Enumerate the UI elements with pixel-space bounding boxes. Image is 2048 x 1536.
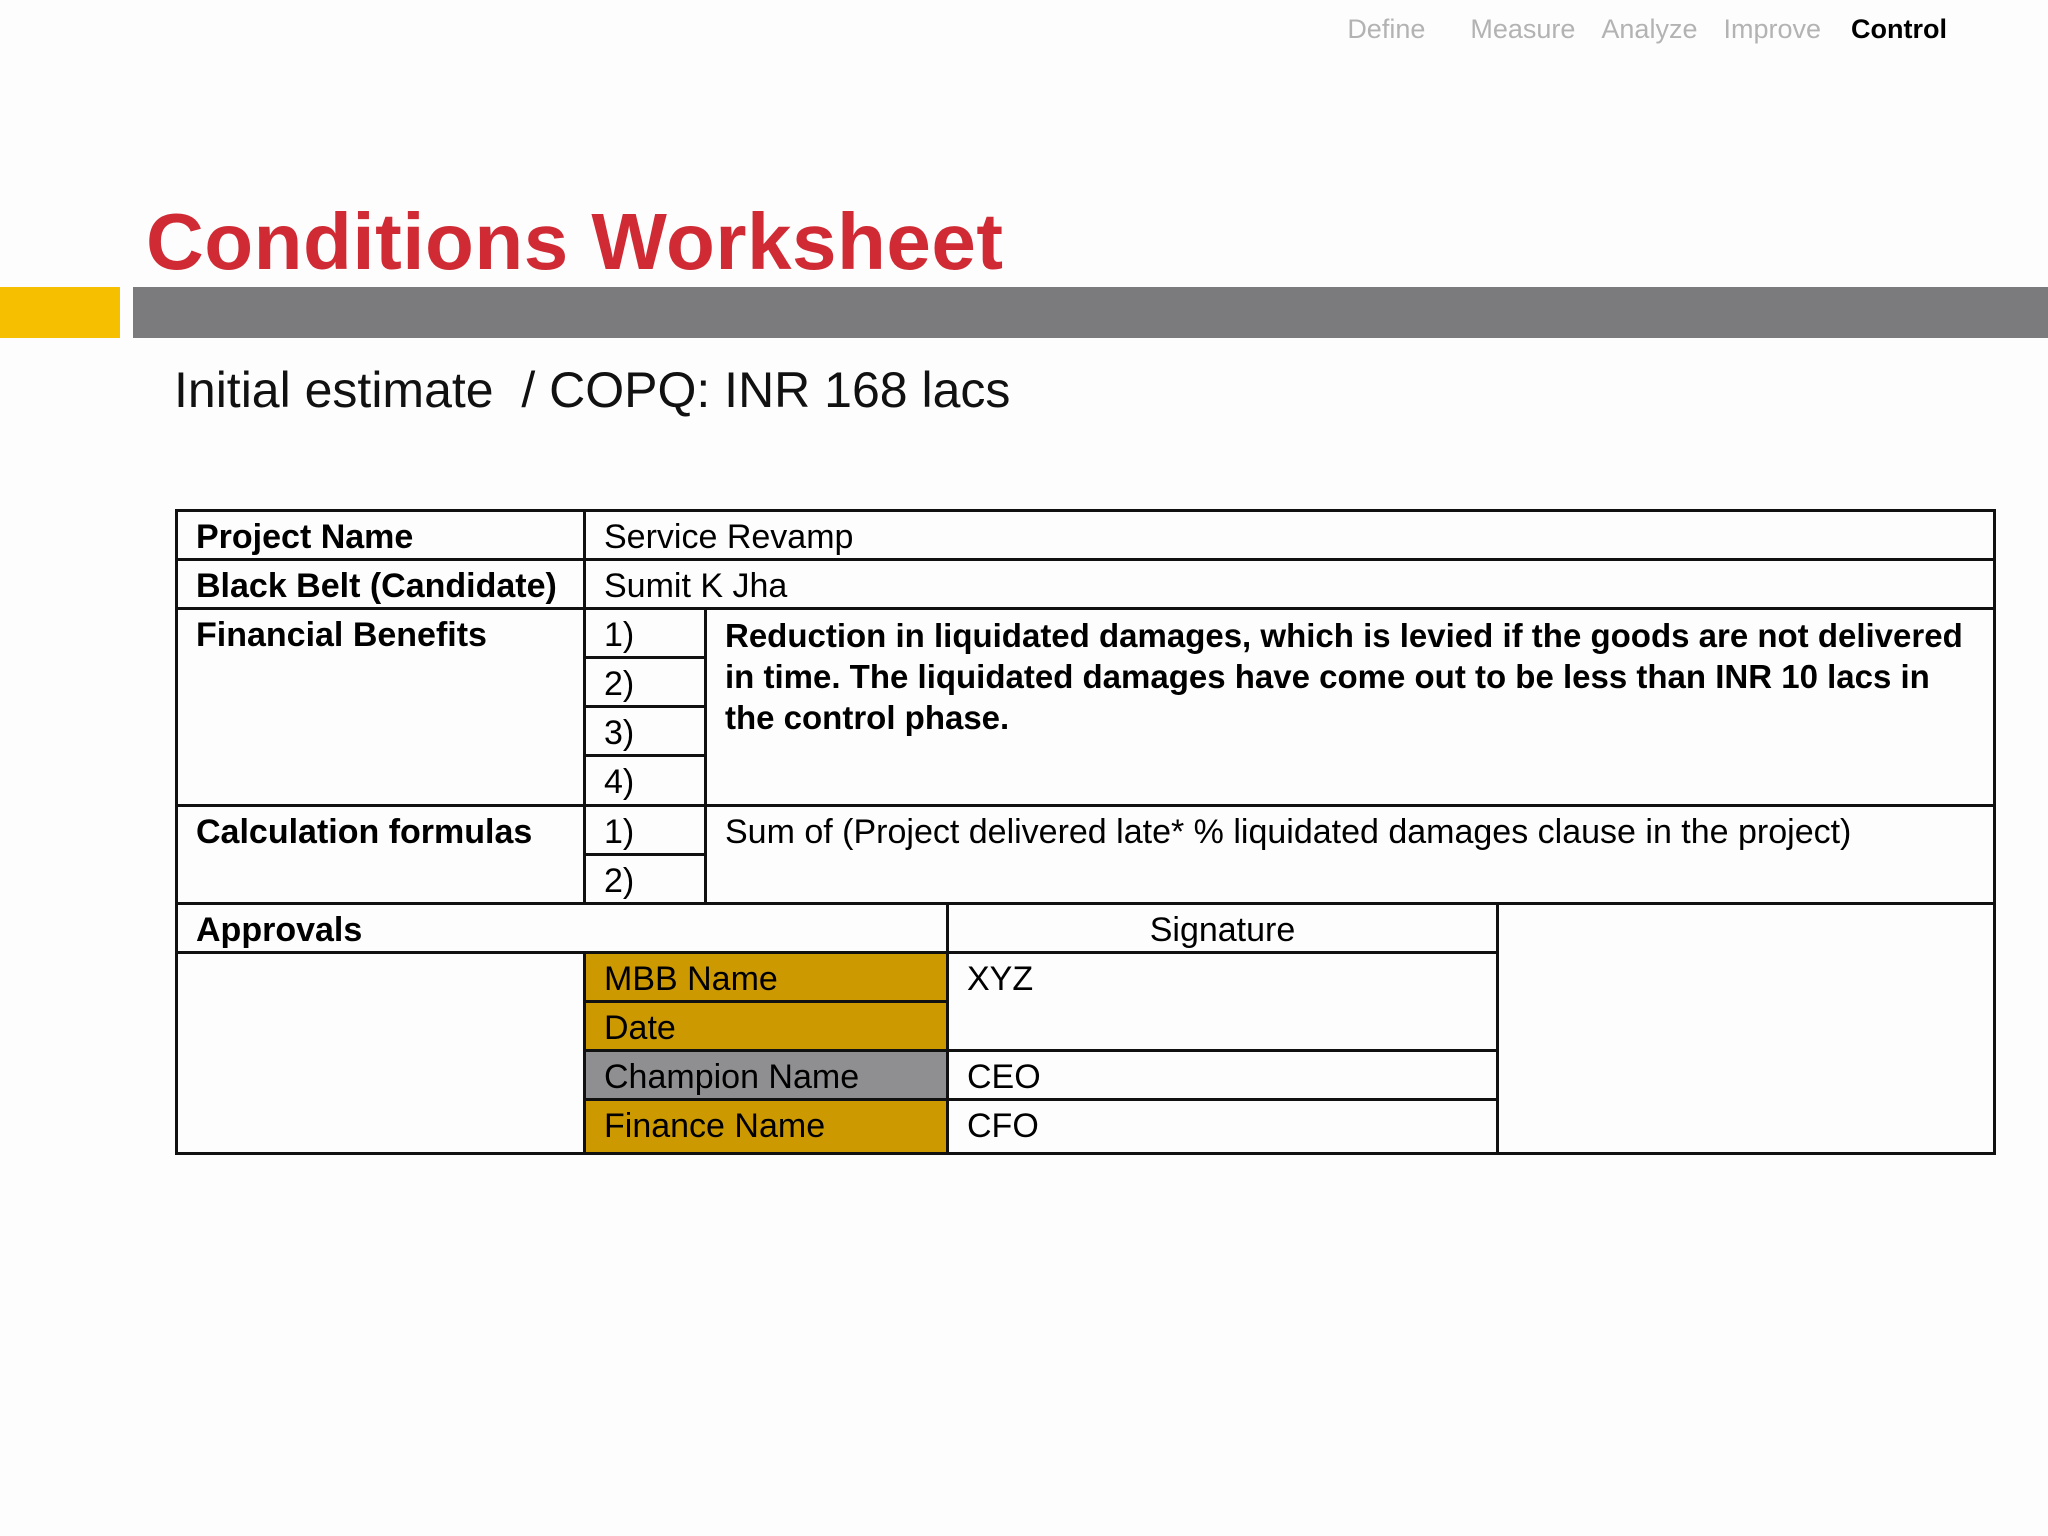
phase-define[interactable]: Define — [1347, 14, 1426, 44]
approvals-blank-left — [175, 951, 586, 1155]
accent-bar-grey — [133, 287, 2048, 338]
financial-benefits-description: Reduction in liquidated damages, which is levied if the goods are not delivered in time. The liquidated damages have come out to be less than INR 10 lacs in the control phase. — [704, 607, 1996, 807]
phase-analyze[interactable]: Analyze — [1601, 14, 1698, 44]
champion-name-label: Champion Name — [583, 1049, 949, 1101]
calculation-formulas-label: Calculation formulas — [175, 804, 586, 905]
finance-name-label: Finance Name — [583, 1098, 949, 1155]
phase-improve[interactable]: Improve — [1723, 14, 1822, 44]
signature-header: Signature — [946, 902, 1499, 954]
approvals-label: Approvals — [175, 902, 949, 954]
black-belt-value: Sumit K Jha — [583, 558, 1996, 610]
date-label: Date — [583, 1000, 949, 1052]
phase-nav — [1334, 12, 1960, 46]
page-title: Conditions Worksheet — [146, 197, 1004, 286]
financial-benefit-number: 3) — [583, 705, 707, 757]
calculation-number: 1) — [583, 804, 707, 856]
accent-bar-yellow — [0, 287, 120, 338]
mbb-name-label: MBB Name — [583, 951, 949, 1003]
champion-name-value: CEO — [946, 1049, 1499, 1101]
project-name-label: Project Name — [175, 509, 586, 561]
phase-measure[interactable]: Measure — [1470, 14, 1576, 44]
black-belt-label: Black Belt (Candidate) — [175, 558, 586, 610]
financial-benefits-label: Financial Benefits — [175, 607, 586, 807]
approvals-blank-right — [1496, 902, 1996, 1155]
financial-benefit-number: 4) — [583, 754, 707, 807]
mbb-name-value: XYZ — [946, 951, 1499, 1052]
phase-control[interactable]: Control — [1851, 14, 1947, 44]
project-name-value: Service Revamp — [583, 509, 1996, 561]
calculation-formula-text: Sum of (Project delivered late* % liquidated damages clause in the project) — [704, 804, 1996, 905]
finance-name-value: CFO — [946, 1098, 1499, 1155]
financial-benefit-number: 2) — [583, 656, 707, 708]
financial-benefit-number: 1) — [583, 607, 707, 659]
calculation-number: 2) — [583, 853, 707, 905]
subtitle: Initial estimate / COPQ: INR 168 lacs — [174, 362, 1011, 418]
